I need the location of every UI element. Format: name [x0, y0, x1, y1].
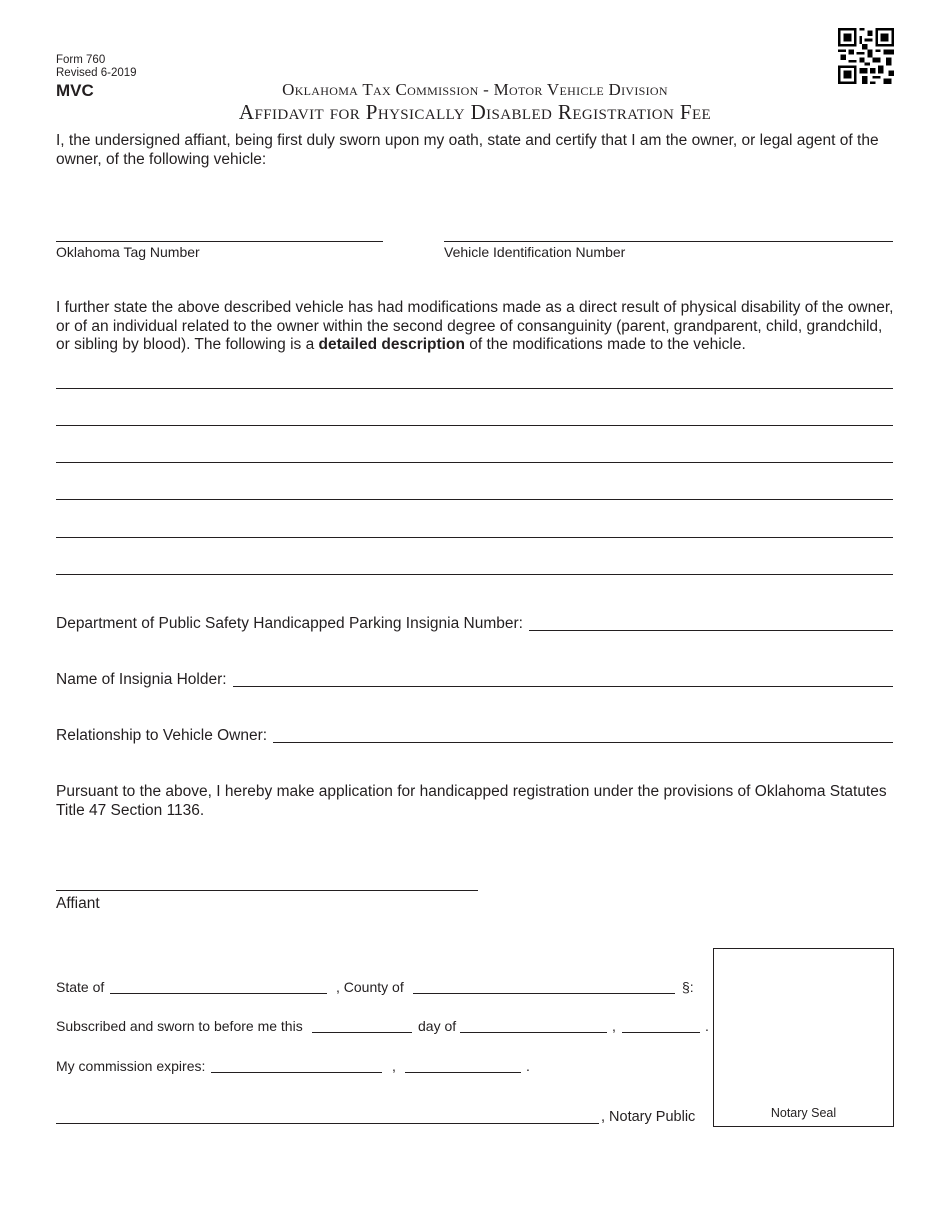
- section-symbol: §:: [682, 979, 694, 995]
- tag-number-field[interactable]: [56, 241, 383, 242]
- affiant-signature-field[interactable]: [56, 890, 478, 891]
- county-of-label: , County of: [336, 979, 404, 995]
- modifications-text-end: of the modifications made to the vehicle.: [464, 336, 746, 353]
- form-title: Affidavit for Physically Disabled Registration Fee: [238, 100, 712, 124]
- insignia-holder-label: Name of Insignia Holder:: [56, 671, 233, 689]
- vin-field[interactable]: [444, 241, 893, 242]
- description-line[interactable]: [56, 388, 893, 389]
- commission-date-field[interactable]: [211, 1072, 382, 1073]
- affiant-label: Affiant: [56, 895, 100, 912]
- county-field[interactable]: [413, 993, 675, 994]
- form-meta: [56, 54, 137, 80]
- division-code: MVC: [56, 81, 94, 100]
- comma-separator: ,: [612, 1018, 616, 1034]
- day-of-label: day of: [418, 1018, 457, 1034]
- vin-label: Vehicle Identification Number: [444, 244, 626, 260]
- period-mark: .: [705, 1018, 709, 1034]
- year-field[interactable]: [622, 1032, 700, 1033]
- commission-year-field[interactable]: [405, 1072, 521, 1073]
- notary-signature-field[interactable]: [56, 1123, 599, 1124]
- commission-expires-label: My commission expires:: [56, 1058, 206, 1074]
- notary-seal-label: Notary Seal: [770, 1106, 837, 1120]
- description-line[interactable]: [56, 425, 893, 426]
- month-field[interactable]: [460, 1032, 607, 1033]
- comma-separator: ,: [392, 1058, 396, 1074]
- description-line[interactable]: [56, 574, 893, 575]
- notary-seal-box: [713, 948, 894, 1127]
- description-line[interactable]: [56, 537, 893, 538]
- modifications-text-bold: detailed description: [318, 336, 465, 353]
- state-of-label: State of: [56, 979, 105, 995]
- modifications-text-start: I further state the above described vehicle has had modifications made as a direct result of physical disability of the owner, or of an individual related to the owner within the second degree of consanguinity (parent, grandparent, child, grandchild, or sibling by blood). The following is a: [56, 299, 894, 353]
- tag-number-label: Oklahoma Tag Number: [56, 244, 200, 260]
- notary-public-label: , Notary Public: [601, 1109, 696, 1125]
- application-statement: Pursuant to the above, I hereby make application for handicapped registration under the provisions of Oklahoma Statutes Title 47 Section 1136.: [56, 783, 887, 819]
- agency-name: Oklahoma Tax Commission - Motor Vehicle Division: [282, 80, 668, 99]
- modifications-statement: [56, 299, 896, 355]
- form-number: Form 760: [56, 54, 106, 66]
- insignia-number-label: Department of Public Safety Handicapped Parking Insignia Number:: [56, 615, 529, 633]
- state-field[interactable]: [110, 993, 327, 994]
- day-field[interactable]: [312, 1032, 412, 1033]
- description-line[interactable]: [56, 499, 893, 500]
- description-line[interactable]: [56, 462, 893, 463]
- period-mark: .: [526, 1058, 530, 1074]
- relationship-label: Relationship to Vehicle Owner:: [56, 727, 273, 745]
- qr-code-icon: [838, 28, 894, 84]
- revision-date: Revised 6-2019: [56, 67, 137, 79]
- subscribed-label: Subscribed and sworn to before me this: [56, 1018, 303, 1034]
- intro-statement: I, the undersigned affiant, being first duly sworn upon my oath, state and certify that I am the owner, or legal agent of the owner, of the following vehicle:: [56, 132, 879, 168]
